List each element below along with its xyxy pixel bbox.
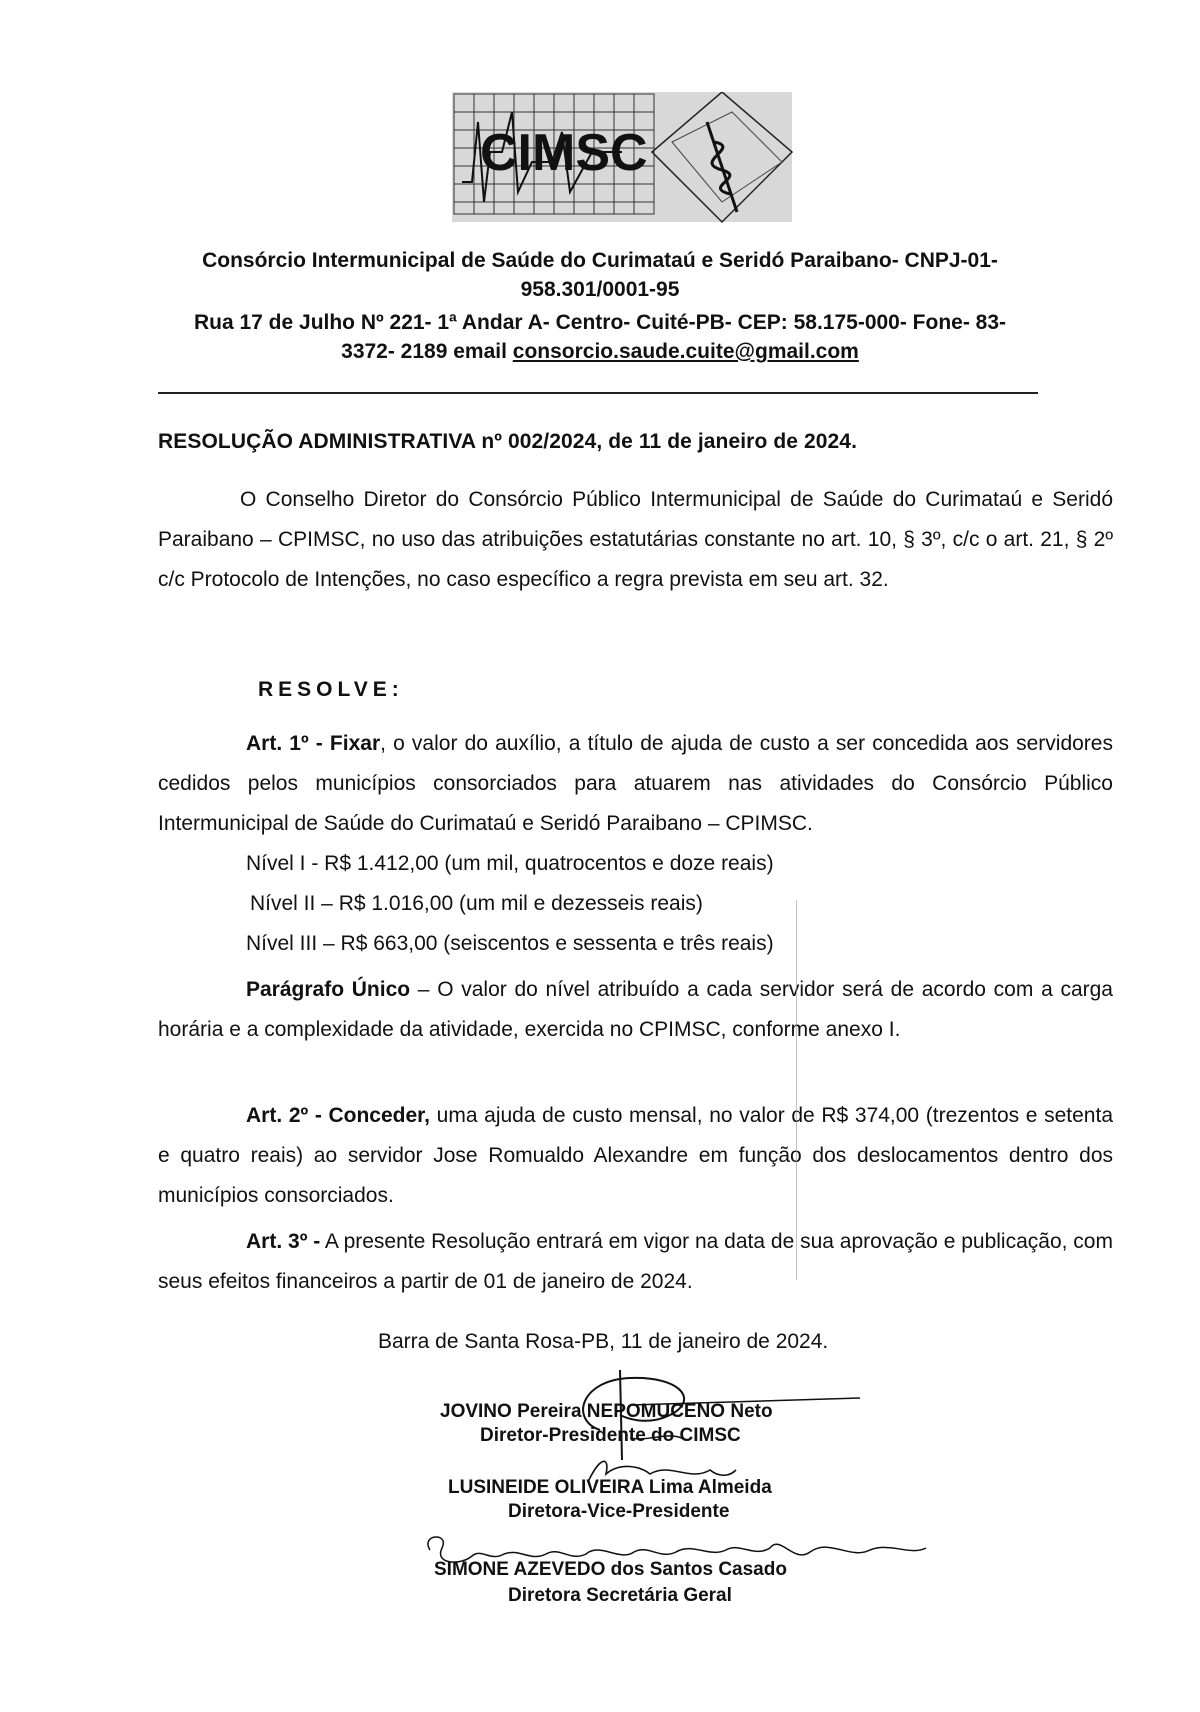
- header-divider: [158, 392, 1038, 394]
- article-1-text: , o valor do auxílio, a título de ajuda de custo a ser concedida aos servidores cedidos pelos municípios consorciados para atuarem nas atividades do Consórcio Público Intermunicipal de Saúde do Curimataú e Seridó Paraibano – CPIMSC.: [158, 732, 1113, 835]
- header-address: [160, 308, 1040, 366]
- article-1-label: Art. 1º - Fixar: [246, 732, 381, 755]
- scan-artifact-line: [796, 900, 797, 1280]
- signatory-1-role: Diretor-Presidente do CIMSC: [480, 1425, 741, 1446]
- article-3-text: A presente Resolução entrará em vigor na data de sua aprovação e publicação, com seus efeitos financeiros a partir de 01 de janeiro de 2024.: [158, 1230, 1113, 1293]
- paragrafo-unico-text: – O valor do nível atribuído a cada servidor será de acordo com a carga horária e a complexidade da atividade, exercida no CPIMSC, conforme anexo I.: [158, 978, 1113, 1041]
- article-3: [158, 1222, 1113, 1302]
- intro-paragraph: O Conselho Diretor do Consórcio Público Intermunicipal de Saúde do Curimataú e Seridó Paraibano – CPIMSC, no uso das atribuições estatutárias constante no art. 10, § 3º, c/c o art. 21, § 2º c/c Protocolo de Intenções, no caso específico a regra prevista em seu art. 32.: [158, 488, 1113, 591]
- nivel-3: Nível III – R$ 663,00 (seiscentos e sessenta e três reais): [246, 932, 774, 955]
- resolve-heading: RESOLVE:: [258, 678, 404, 701]
- place-date: Barra de Santa Rosa-PB, 11 de janeiro de 2024.: [378, 1330, 829, 1353]
- article-2: [158, 1096, 1113, 1216]
- article-2-text: uma ajuda de custo mensal, no valor de R$ 374,00 (trezentos e setenta e quatro reais) ao servidor Jose Romualdo Alexandre em função dos deslocamentos dentro dos municípios consorciados.: [158, 1104, 1113, 1207]
- signatory-3-role: Diretora Secretária Geral: [508, 1585, 732, 1606]
- email-link[interactable]: consorcio.saude.cuite@gmail.com: [512, 340, 859, 363]
- article-1: [158, 724, 1113, 844]
- header-contact-line: [160, 337, 1040, 366]
- paragrafo-unico-label: Parágrafo Único: [246, 978, 411, 1001]
- article-3-label: Art. 3º -: [246, 1230, 321, 1253]
- logo-text: CIMSC: [480, 124, 648, 182]
- nivel-2: Nível II – R$ 1.016,00 (um mil e dezesseis reais): [250, 892, 703, 915]
- header-cnpj-line: 958.301/0001-95: [520, 278, 680, 301]
- signatory-2-name: LUSINEIDE OLIVEIRA Lima Almeida: [448, 1477, 772, 1498]
- signatory-3-name: SIMONE AZEVEDO dos Santos Casado: [434, 1559, 787, 1580]
- header-address-line: Rua 17 de Julho Nº 221- 1ª Andar A- Centro- Cuité-PB- CEP: 58.175-000- Fone- 83-: [193, 311, 1007, 334]
- signatory-2-role: Diretora-Vice-Presidente: [508, 1501, 730, 1522]
- header-org-line: Consórcio Intermunicipal de Saúde do Curimataú e Seridó Paraibano- CNPJ-01-: [202, 249, 998, 272]
- cimsc-logo: [452, 92, 812, 244]
- article-2-label: Art. 2º - Conceder,: [246, 1104, 430, 1127]
- document-title: RESOLUÇÃO ADMINISTRATIVA nº 002/2024, de 11 de janeiro de 2024.: [158, 430, 858, 453]
- header-phone: 3372- 2189 email: [341, 340, 513, 363]
- paragrafo-unico: [158, 970, 1113, 1050]
- signatory-1-name: JOVINO Pereira NEPOMUCENO Neto: [440, 1401, 773, 1422]
- nivel-1: Nível I - R$ 1.412,00 (um mil, quatrocentos e doze reais): [246, 852, 774, 875]
- header-org: [160, 246, 1040, 304]
